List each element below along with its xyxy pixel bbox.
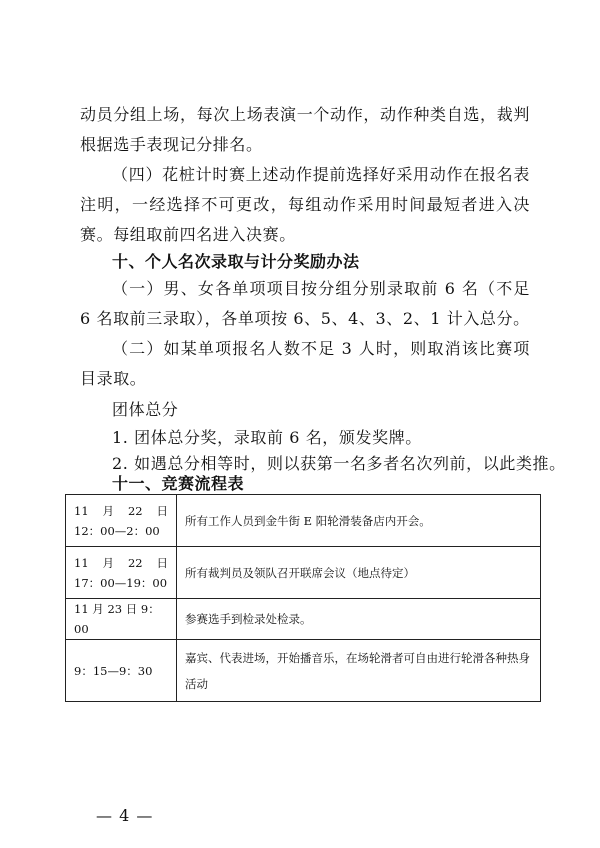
schedule-event: 所有工作人员到金牛街 E 阳轮滑装备店内开会。 (177, 495, 541, 547)
date-part: 11 (74, 555, 89, 570)
schedule-date (74, 553, 168, 573)
schedule-table (65, 494, 541, 702)
paragraph-item-four: （四）花桩计时赛上述动作提前选择好采用动作在报名表注明，一经选择不可更改，每组动作采用时间最短者进入决赛。每组取前四名进入决赛。 (80, 165, 530, 244)
schedule-time: 12：00—2：00 (74, 523, 160, 538)
table-row (66, 495, 541, 547)
schedule-event: 参赛选手到检录处检录。 (177, 599, 541, 640)
schedule-date (74, 501, 168, 521)
schedule-event: 嘉宾、代表进场，开始播音乐，在场轮滑者可自由进行轮滑各种热身活动 (177, 640, 541, 702)
team-score-title: 团体总分 (112, 400, 179, 419)
date-part: 11 (74, 503, 89, 518)
table-row (66, 547, 541, 599)
team-score-item-2: 2. 如遇总分相等时，则以获第一名多者名次列前，以此类推。 (112, 454, 566, 473)
schedule-time: 17：00—19：00 (74, 575, 168, 590)
section-10-heading: 十、个人名次录取与计分奖励办法 (112, 252, 360, 271)
table-row (66, 599, 541, 640)
table-row (66, 640, 541, 702)
page-number: — 4 — (96, 806, 154, 825)
schedule-time-cell: 9：15—9：30 (66, 640, 177, 702)
schedule-time-cell (66, 547, 177, 599)
date-part: 日 (156, 503, 168, 518)
date-part: 月 (102, 555, 115, 570)
paragraph-continuation: 动员分组上场，每次上场表演一个动作，动作种类自选，裁判根据选手表现记分排名。 (80, 105, 530, 154)
team-score-item-1: 1. 团体总分奖，录取前 6 名，颁发奖牌。 (112, 428, 422, 447)
date-part: 22 (127, 555, 143, 570)
schedule-time-cell (66, 495, 177, 547)
date-part: 日 (156, 555, 168, 570)
schedule-event: 所有裁判员及领队召开联席会议（地点待定） (177, 547, 541, 599)
section-10-item-2: （二）如某单项报名人数不足 3 人时，则取消该比赛项目录取。 (80, 339, 530, 388)
section-10-item-1: （一）男、女各单项项目按分组分别录取前 6 名（不足 6 名取前三录取），各单项按 6、5、4、3、2、1 计入总分。 (80, 279, 530, 328)
schedule-time-cell: 11 月 23 日 9：00 (66, 599, 177, 640)
date-part: 月 (102, 503, 115, 518)
date-part: 22 (127, 503, 143, 518)
section-11-heading: 十一、竞赛流程表 (112, 474, 245, 493)
